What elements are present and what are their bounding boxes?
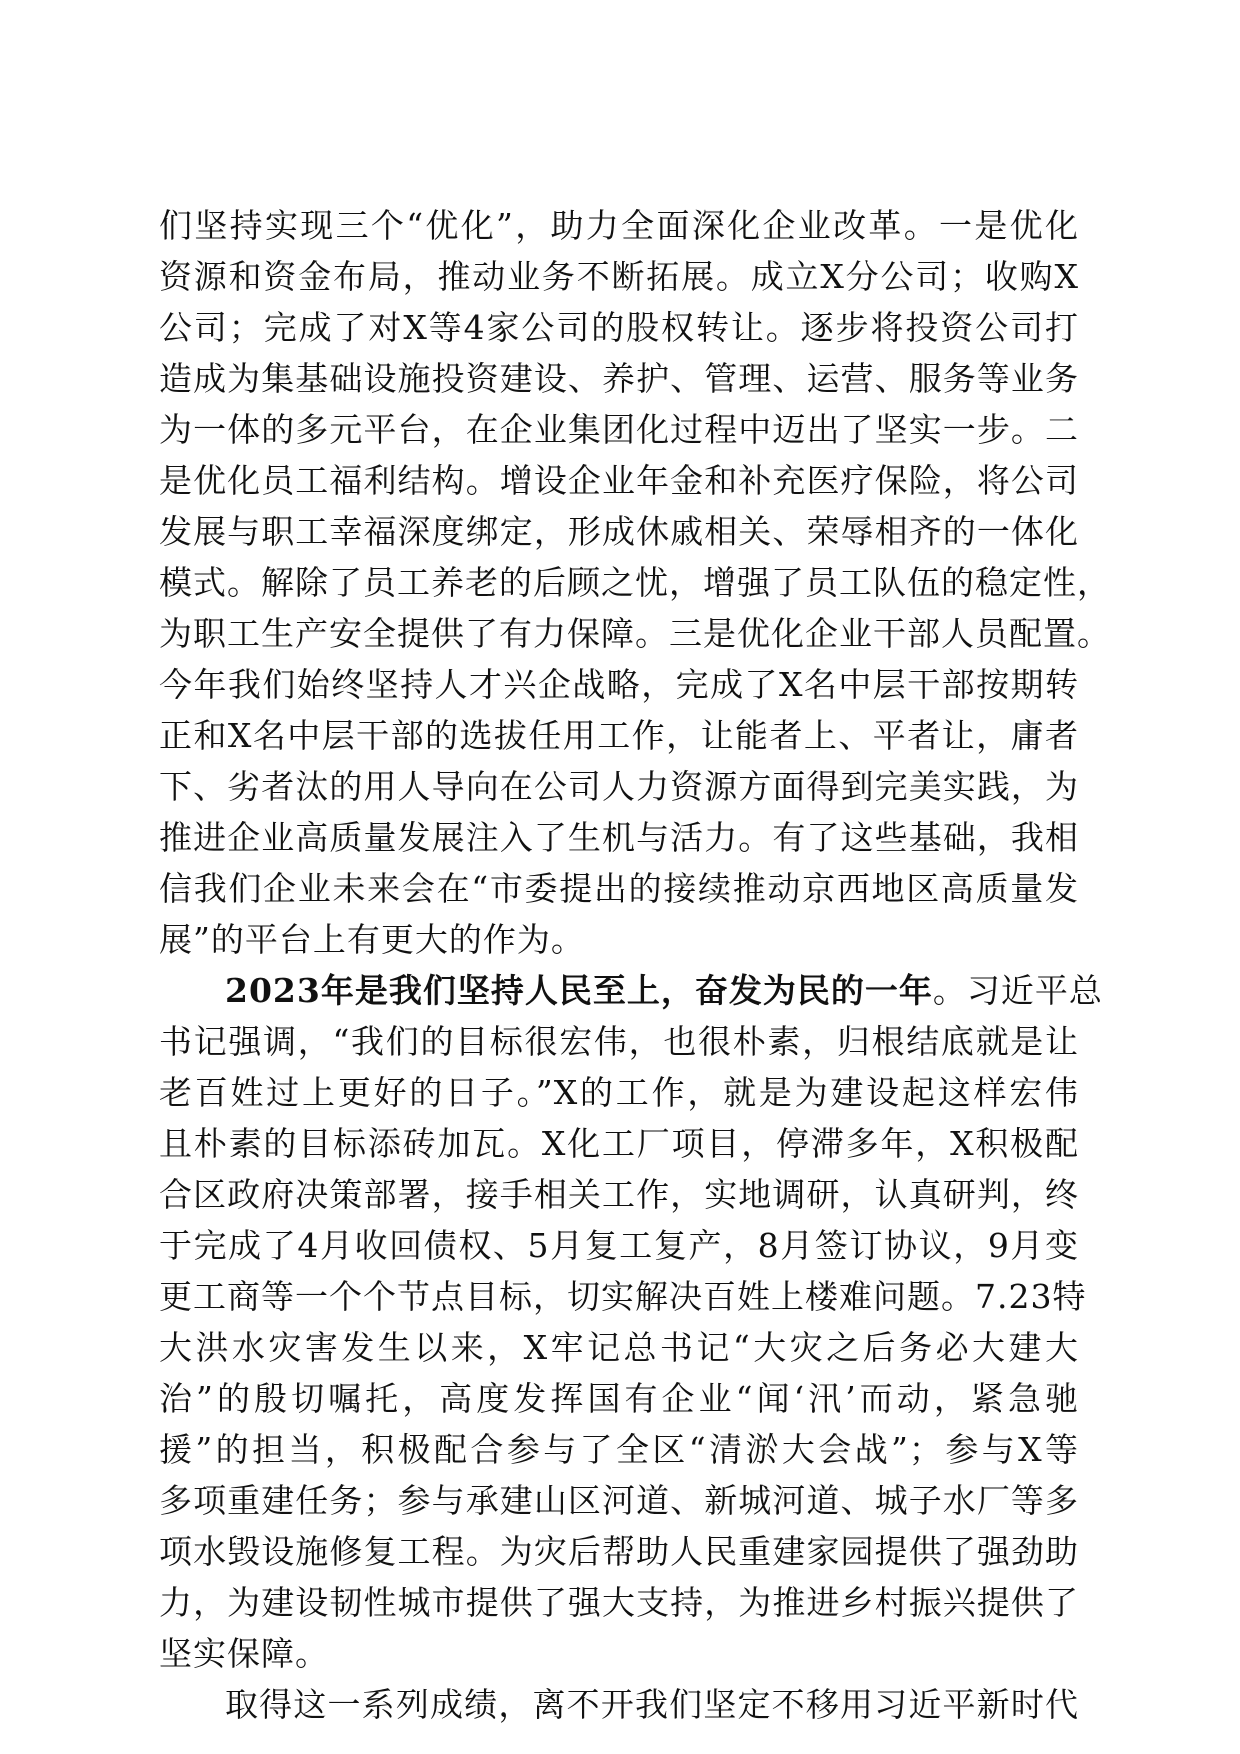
text-line: 公司；完成了对X等4家公司的股权转让。逐步将投资公司打 xyxy=(159,308,1079,347)
text-line: 多项重建任务；参与承建山区河道、新城河道、城子水厂等多 xyxy=(159,1481,1079,1520)
text-line: 展”的平台上有更大的作为。 xyxy=(159,920,585,959)
text-line: 取得这一系列成绩，离不开我们坚定不移用习近平新时代 xyxy=(225,1685,1079,1724)
text-line: 老百姓过上更好的日子。”X的工作，就是为建设起这样宏伟 xyxy=(159,1073,1079,1112)
text-line: 于完成了4月收回债权、5月复工复产，8月签订协议，9月变 xyxy=(159,1226,1079,1265)
text-line: 大洪水灾害发生以来，X牢记总书记“大灾之后务必大建大 xyxy=(159,1328,1079,1367)
text-line: 力，为建设韧性城市提供了强大支持，为推进乡村振兴提供了 xyxy=(159,1583,1079,1622)
text-line: 项水毁设施修复工程。为灾后帮助人民重建家园提供了强劲助 xyxy=(159,1532,1079,1571)
text-line: 发展与职工幸福深度绑定，形成休戚相关、荣辱相齐的一体化 xyxy=(159,512,1079,551)
text-line: 援”的担当，积极配合参与了全区“清淤大会战”；参与X等 xyxy=(159,1430,1079,1469)
text-line: 合区政府决策部署，接手相关工作，实地调研，认真研判，终 xyxy=(159,1175,1079,1214)
text-line: 且朴素的目标添砖加瓦。X化工厂项目，停滞多年，X积极配 xyxy=(159,1124,1079,1163)
text-line: 是优化员工福利结构。增设企业年金和补充医疗保险，将公司 xyxy=(159,461,1079,500)
paragraph-heading: 2023年是我们坚持人民至上，奋发为民的一年 xyxy=(225,971,933,1010)
text-line: 们坚持实现三个“优化”，助力全面深化企业改革。一是优化 xyxy=(159,206,1079,245)
heading-continuation: 。习近平总 xyxy=(932,971,1103,1010)
text-line: 推进企业高质量发展注入了生机与活力。有了这些基础，我相 xyxy=(159,818,1079,857)
document-body xyxy=(159,200,1111,1730)
text-line: 为一体的多元平台，在企业集团化过程中迈出了坚实一步。二 xyxy=(159,410,1079,449)
text-line: 下、劣者汰的用人导向在公司人力资源方面得到完美实践，为 xyxy=(159,767,1079,806)
text-line: 更工商等一个个节点目标，切实解决百姓上楼难问题。7.23特 xyxy=(159,1277,1087,1316)
text-line: 资源和资金布局，推动业务不断拓展。成立X分公司；收购X xyxy=(159,257,1079,296)
text-line: 治”的殷切嘱托，高度发挥国有企业“闻‘汛’而动，紧急驰 xyxy=(159,1379,1079,1418)
text-line: 为职工生产安全提供了有力保障。三是优化企业干部人员配置。 xyxy=(159,614,1111,653)
paragraph-3 xyxy=(159,1679,1079,1730)
text-line: 信我们企业未来会在“市委提出的接续推动京西地区高质量发 xyxy=(159,869,1079,908)
text-line: 模式。解除了员工养老的后顾之忧，增强了员工队伍的稳定性， xyxy=(159,563,1111,602)
text-line: 造成为集基础设施投资建设、养护、管理、运营、服务等业务 xyxy=(159,359,1079,398)
paragraph-1 xyxy=(159,200,1111,965)
text-line: 正和X名中层干部的选拔任用工作，让能者上、平者让，庸者 xyxy=(159,716,1079,755)
text-line: 今年我们始终坚持人才兴企战略，完成了X名中层干部按期转 xyxy=(159,665,1079,704)
text-line: 书记强调，“我们的目标很宏伟，也很朴素，归根结底就是让 xyxy=(159,1022,1079,1061)
paragraph-2-first-line xyxy=(159,965,1103,1016)
paragraph-2 xyxy=(159,965,1103,1679)
text-line: 坚实保障。 xyxy=(159,1634,329,1673)
